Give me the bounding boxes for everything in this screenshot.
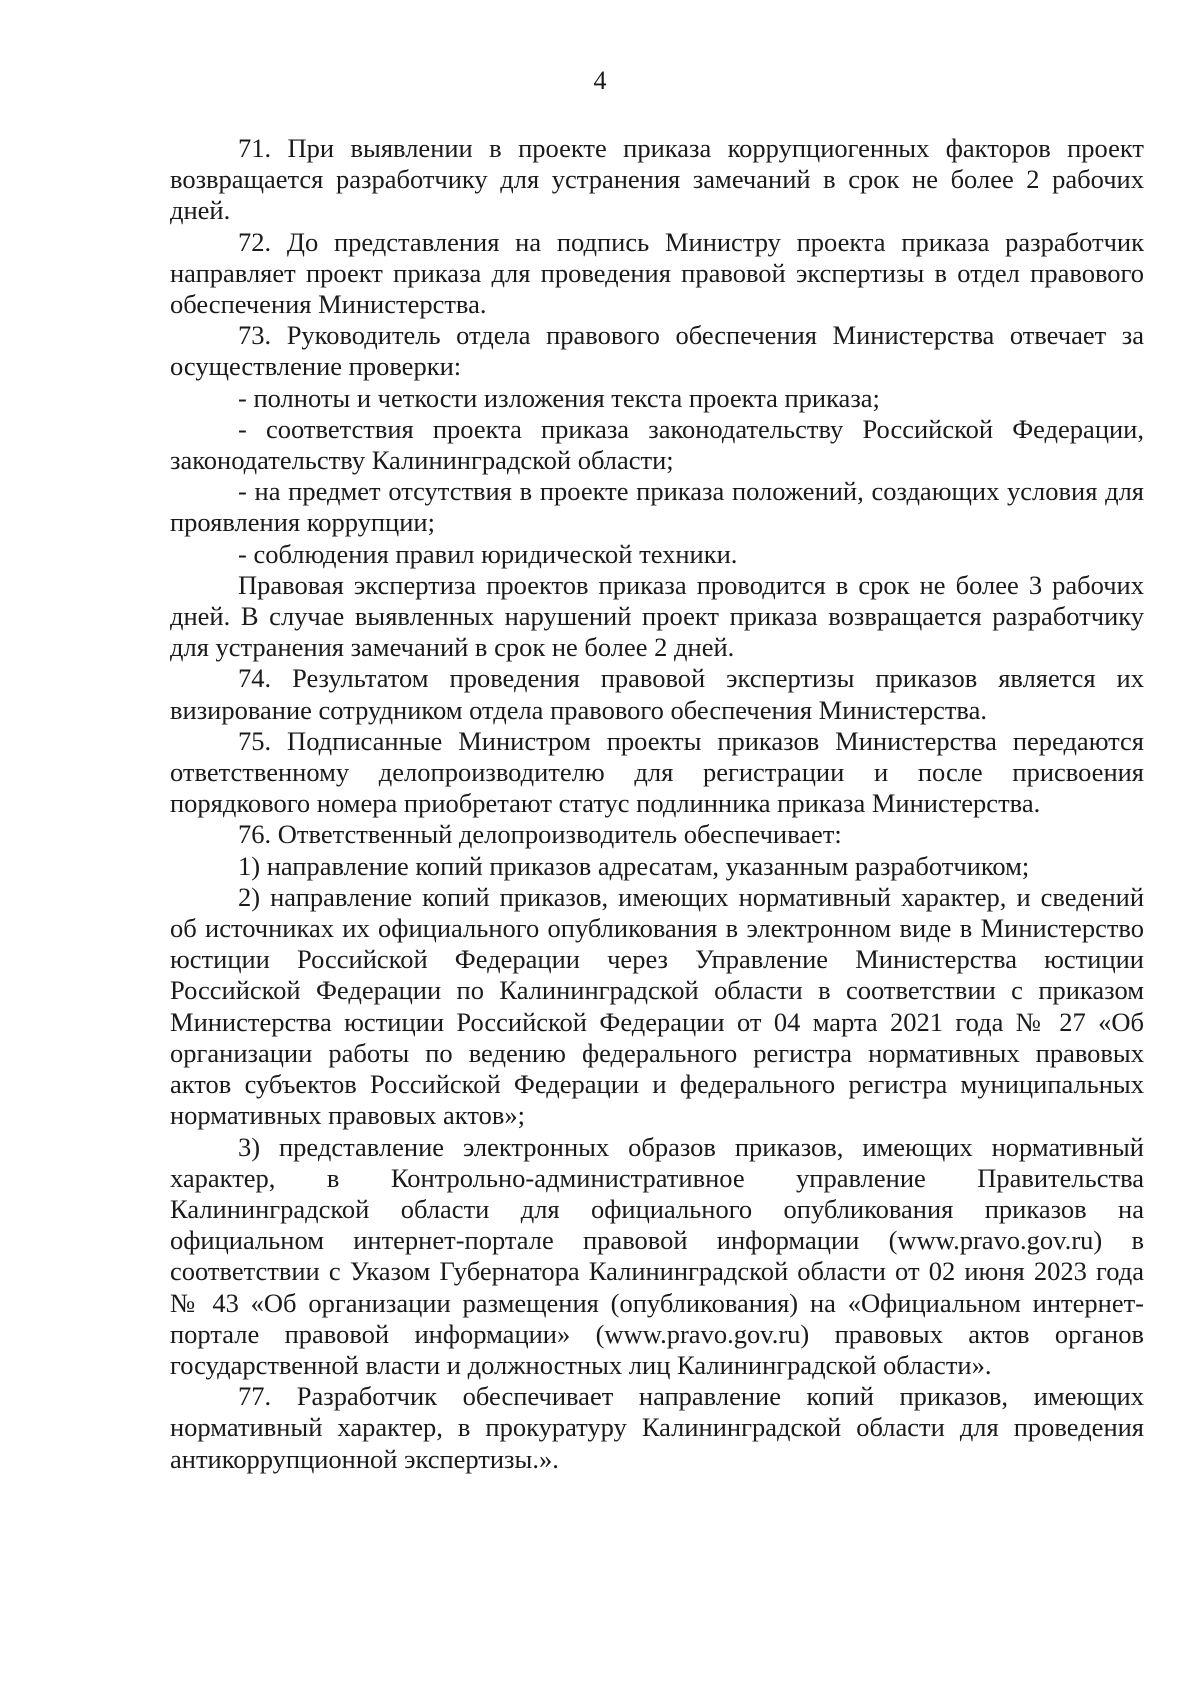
paragraph-legal-review-term: Правовая экспертиза проектов приказа проводится в срок не более 3 рабочих дней. В случае выявленных нарушений проект приказа возвращается разработчику для устранения замечаний в срок не более 2 дней.: [170, 569, 1144, 663]
page-number: 4: [593, 66, 607, 95]
paragraph-72: 72. До представления на подпись Министру проекта приказа разработчик направляет проект приказа для проведения правовой экспертизы в отдел правового обеспечения Министерства.: [170, 226, 1144, 320]
paragraph-76-item-3: 3) представление электронных образов приказов, имеющих нормативный характер, в Контрольно-административное управление Правительства Калининградской области для официального опубликования приказов на официальном интернет-портале правовой информации (www.pravo.gov.ru) в соответствии с Указом Губернатора Калининградской области от 02 июня 2023 года № 43 «Об организации размещения (опубликования) на «Официальном интернет-портале правовой информации» (www.pravo.gov.ru) правовых актов органов государственной власти и должностных лиц Калининградской области».: [170, 1131, 1144, 1380]
paragraph-71: 71. При выявлении в проекте приказа коррупциогенных факторов проект возвращается разработчику для устранения замечаний в срок не более 2 рабочих дней.: [170, 133, 1144, 226]
paragraph-77: 77. Разработчик обеспечивает направление копий приказов, имеющих нормативный характер, в прокуратуру Калининградской области для проведения антикоррупционной экспертизы.».: [170, 1381, 1144, 1474]
paragraph-73: 73. Руководитель отдела правового обеспечения Министерства отвечает за осуществление проверки:: [170, 320, 1144, 382]
paragraph-76-item-2: 2) направление копий приказов, имеющих нормативный характер, и сведений об источниках их официального опубликования в электронном виде в Министерство юстиции Российской Федерации через Управление Министерства юстиции Российской Федерации по Калининградской области в соответствии с приказом Министерства юстиции Российской Федерации от 04 марта 2021 года № 27 «Об организации работы по ведению федерального регистра нормативных правовых актов субъектов Российской Федерации и федерального регистра муниципальных нормативных правовых актов»;: [170, 881, 1144, 1131]
document-body: [170, 133, 1144, 1475]
paragraph-75: 75. Подписанные Министром проекты приказов Министерства передаются ответственному делопроизводителю для регистрации и после присвоения порядкового номера приобретают статус подлинника приказа Министерства.: [170, 725, 1144, 819]
paragraph-76-item-1: 1) направление копий приказов адресатам, указанным разработчиком;: [238, 850, 1030, 881]
list-item-completeness: - полноты и четкости изложения текста проекта приказа;: [238, 382, 880, 413]
list-item-legal-technique: - соблюдения правил юридической техники.: [238, 538, 738, 569]
paragraph-76: 76. Ответственный делопроизводитель обеспечивает:: [238, 819, 842, 850]
list-item-corruption-check: - на предмет отсутствия в проекте приказа положений, создающих условия для проявления коррупции;: [170, 476, 1144, 538]
list-item-legislation-compliance: - соответствия проекта приказа законодательству Российской Федерации, законодательству Калининградской области;: [170, 413, 1144, 476]
paragraph-74: 74. Результатом проведения правовой экспертизы приказов является их визирование сотрудником отдела правового обеспечения Министерства.: [170, 663, 1144, 725]
